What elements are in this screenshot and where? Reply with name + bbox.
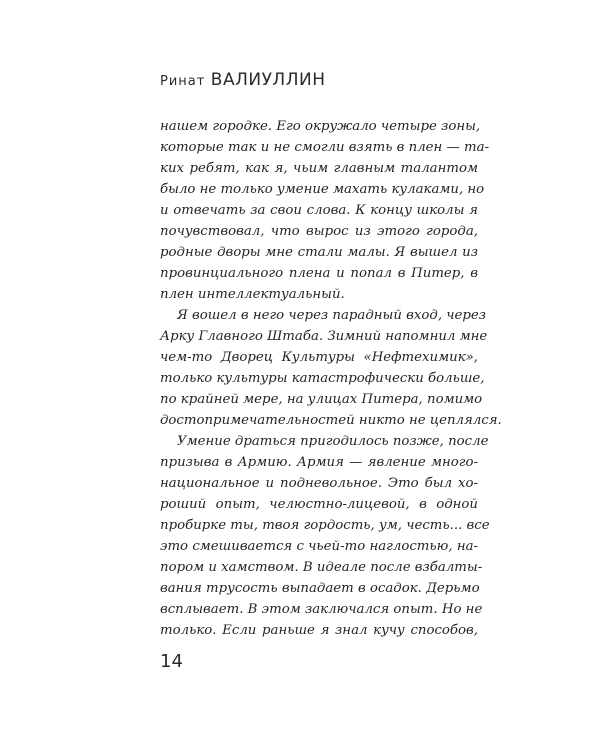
text-line: которые так и не смогли взять в плен — та-: [160, 140, 490, 155]
text-line: Арку Главного Штаба. Зимний напомнил мне: [160, 329, 488, 344]
text-line: это смешивается с чьей-то наглостью, на-: [160, 539, 478, 554]
running-head: [160, 70, 326, 90]
text-line: призыва в Армию. Армия — явление много-: [160, 455, 478, 470]
text-line: роший опыт, челюстно-лицевой, в одной: [160, 497, 478, 512]
text-line: по крайней мере, на улицах Питера, помимо: [160, 392, 483, 407]
text-line: и отвечать за свои слова. К концу школы я: [160, 203, 478, 218]
text-line: провинциального плена и попал в Питер, в: [160, 266, 478, 281]
text-line: чем-то Дворец Культуры «Нефтехимик»,: [160, 350, 478, 365]
text-line: почувствовал, что вырос из этого города,: [160, 224, 478, 239]
text-line: вания трусость выпадает в осадок. Дерьмо: [160, 581, 480, 596]
page-number: 14: [160, 651, 183, 672]
author-last-name: ВАЛИУЛЛИН: [210, 70, 326, 90]
text-line: было не только умение махать кулаками, но: [160, 182, 485, 197]
text-line: национальное и подневольное. Это был хо-: [160, 476, 478, 491]
text-line: родные дворы мне стали малы. Я вышел из: [160, 245, 478, 260]
paragraph: [160, 305, 502, 431]
text-line: плен интеллектуальный.: [160, 287, 345, 302]
paragraph: [160, 116, 490, 305]
text-line: только. Если раньше я знал кучу способов,: [160, 623, 478, 638]
text-line: пором и хамством. В идеале после взбалты-: [160, 560, 483, 575]
text-line: пробирке ты, твоя гордость, ум, честь... все: [160, 518, 490, 533]
text-line: только культуры катастрофически больше,: [160, 371, 485, 386]
text-line: ких ребят, как я, чьим главным талантом: [160, 161, 478, 176]
text-line: достопримечательностей никто не цеплялся.: [160, 413, 502, 428]
paragraph: [160, 431, 490, 641]
author-first-name: Ринат: [160, 74, 206, 89]
text-line: нашем городке. Его окружало четыре зоны,: [160, 119, 481, 134]
page-body-text: [160, 116, 502, 641]
text-line: Я вошел в него через парадный вход, через: [177, 308, 487, 323]
text-line: Умение драться пригодилось позже, после: [177, 434, 489, 449]
text-line: всплывает. В этом заключался опыт. Но не: [160, 602, 483, 617]
